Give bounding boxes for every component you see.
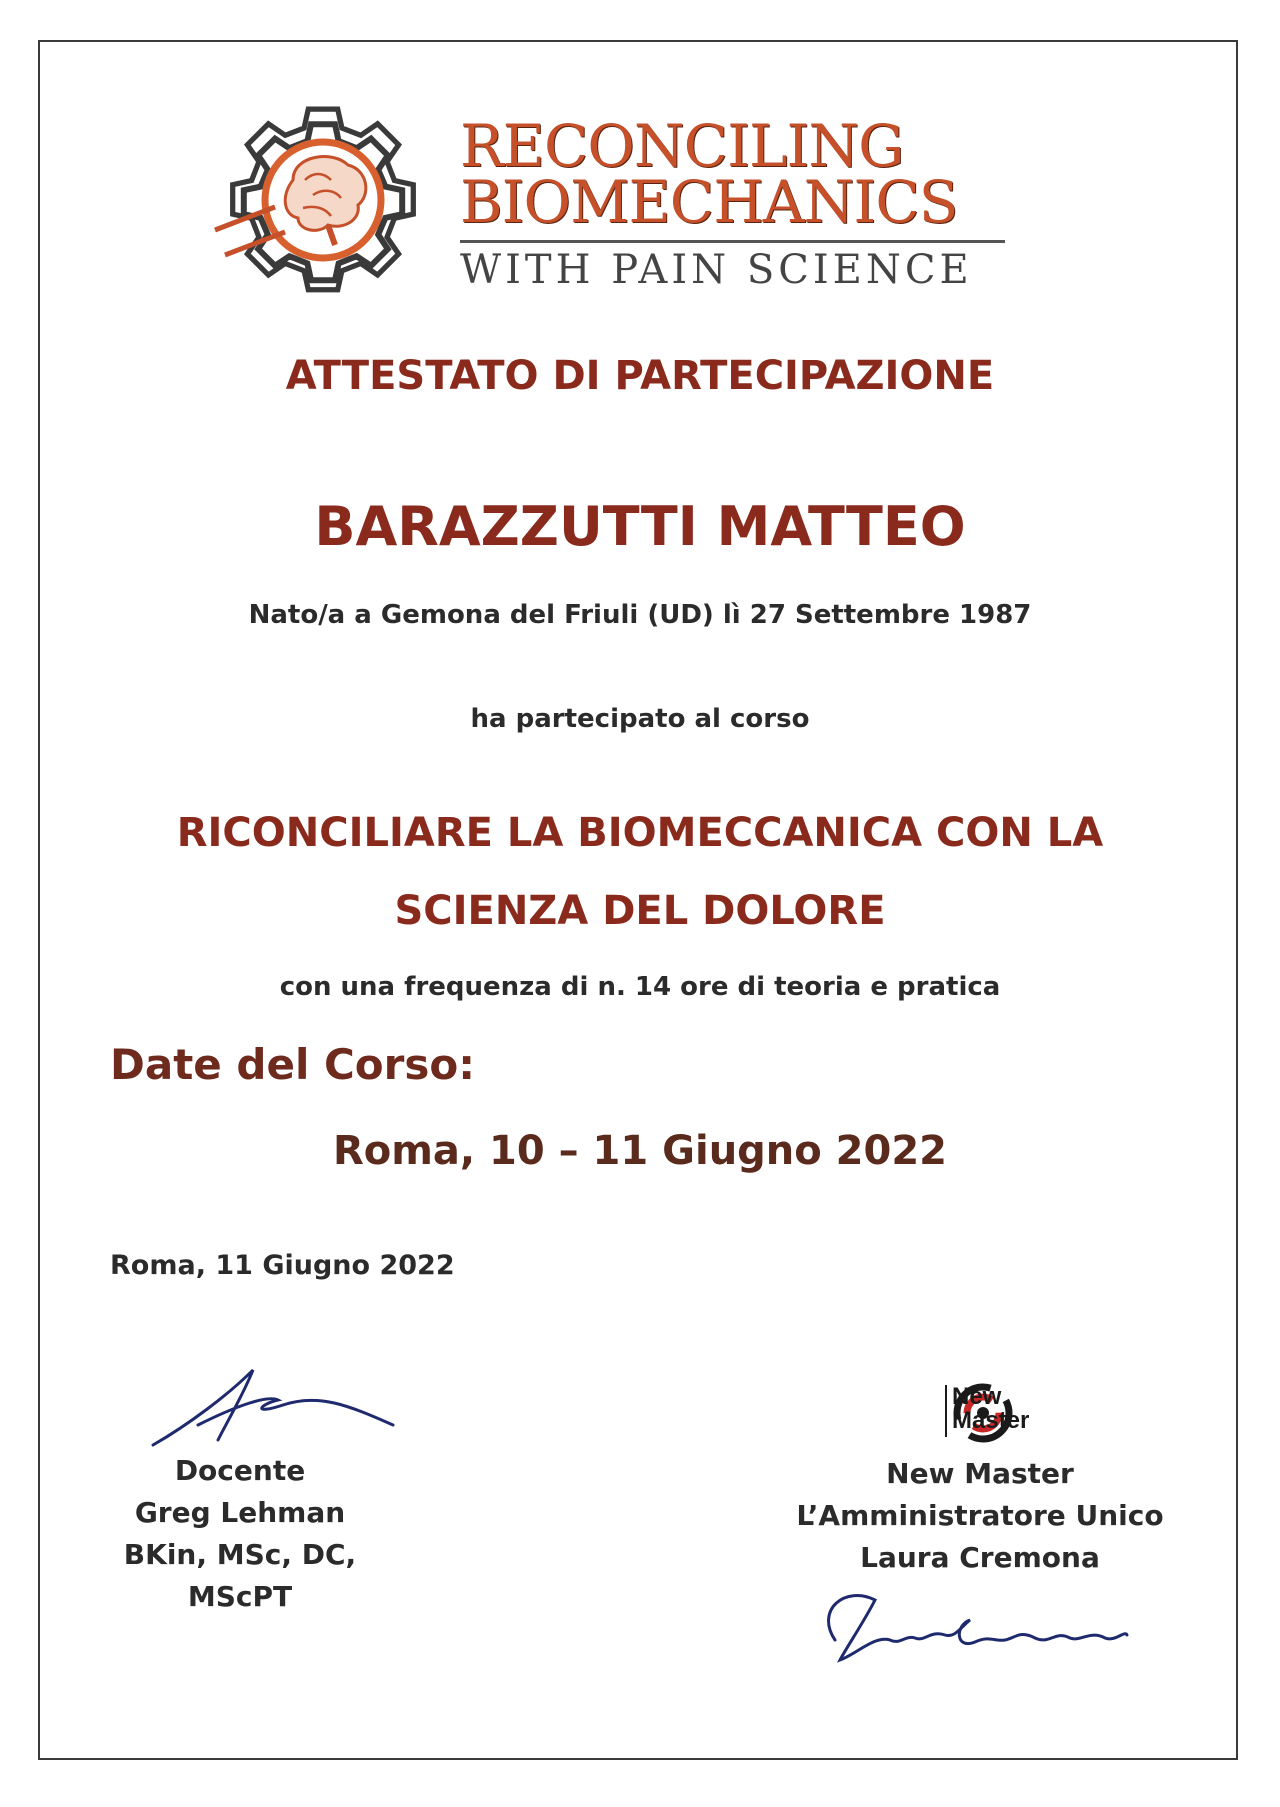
organization-role: L’Amministratore Unico [796, 1499, 1164, 1532]
teacher-credentials: BKin, MSc, DC, MScPT [123, 1538, 357, 1613]
new-master-logo-text [952, 1385, 1029, 1433]
course-logo [205, 95, 1035, 310]
course-dates-label: Date del Corso: [110, 1040, 475, 1089]
issue-place-date: Roma, 11 Giugno 2022 [110, 1250, 455, 1281]
logo-text-line3: WITH PAIN SCIENCE [460, 247, 973, 293]
course-title-line1: RICONCILIARE LA BIOMECCANICA CON LA [176, 810, 1104, 856]
logo-text-line2: BIOMECHANICS [460, 168, 958, 236]
course-title-line2: SCIENZA DEL DOLORE [394, 888, 886, 934]
organization-name: New Master [886, 1457, 1074, 1490]
teacher-role: Docente [174, 1454, 306, 1487]
participation-text: ha partecipato al corso [470, 704, 810, 734]
teacher-name: Greg Lehman [134, 1496, 346, 1529]
course-dates-value: Roma, 10 – 11 Giugno 2022 [332, 1128, 948, 1174]
participant-name: BARAZZUTTI MATTEO [314, 495, 966, 558]
organization-block [760, 1453, 1200, 1579]
course-frequency: con una frequenza di n. 14 ore di teoria e pratica [279, 972, 1001, 1002]
logo-text-line1: RECONCILING [460, 112, 904, 180]
administrator-signature [805, 1580, 1135, 1670]
new-master-logo-line1: New [952, 1383, 1002, 1410]
logo-divider [460, 240, 1005, 243]
teacher-signature [148, 1365, 398, 1455]
teacher-block [80, 1450, 400, 1618]
organization-person: Laura Cremona [860, 1541, 1100, 1574]
gear-brain-icon [205, 95, 445, 310]
certificate-title: ATTESTATO DI PARTECIPAZIONE [285, 353, 995, 399]
new-master-logo-divider [945, 1385, 947, 1437]
birth-info: Nato/a a Gemona del Friuli (UD) lì 27 Settembre 1987 [248, 600, 1032, 630]
new-master-logo-line2: Master [952, 1407, 1030, 1434]
